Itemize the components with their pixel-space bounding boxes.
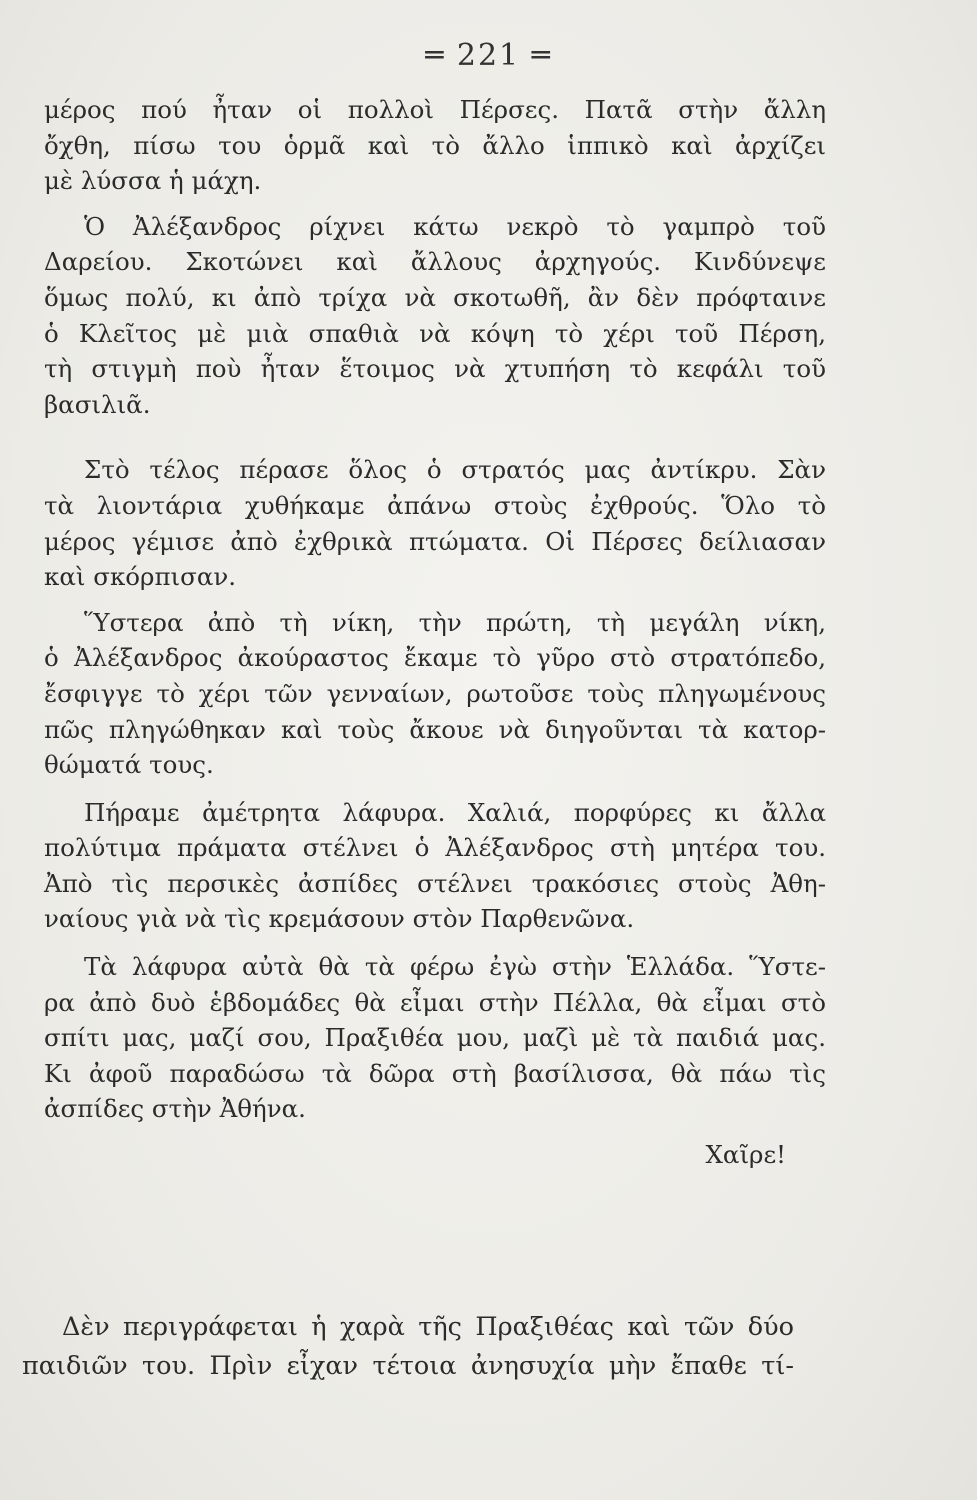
text-line: καὶ σκόρπισαν. — [44, 562, 237, 592]
paragraph-5 — [44, 795, 826, 937]
paragraph-1 — [44, 92, 826, 199]
text-line: Πήραμε ἀμέτρητα λάφυρα. Χαλιά, πορφύρες κι ἄλλα — [84, 797, 826, 827]
text-line: ἀσπίδες στὴν Ἀθήνα. — [44, 1094, 306, 1124]
text-line: Κι ἀφοῦ παραδώσω τὰ δῶρα στὴ βασίλισσα, θὰ πάω τὶς — [44, 1058, 826, 1088]
text-line: θώματά τους. — [44, 750, 214, 780]
text-line: Ὕστερα ἀπὸ τὴ νίκη, τὴν πρώτη, τὴ μεγάλη νίκη, — [84, 607, 826, 637]
text-line: Στὸ τέλος πέρασε ὅλος ὁ στρατός μας ἀντίκρυ. Σὰν — [84, 455, 826, 485]
text-line: Ὁ Ἀλέξανδρος ρίχνει κάτω νεκρὸ τὸ γαμπρὸ τοῦ — [84, 211, 826, 241]
paragraph-4 — [44, 605, 826, 783]
paragraph-3 — [44, 452, 826, 594]
paragraph-2 — [44, 209, 826, 423]
text-line: ὁ Κλεῖτος μὲ μιὰ σπαθιὰ νὰ κόψη τὸ χέρι τοῦ Πέρση, — [44, 318, 826, 348]
letter-body — [44, 92, 826, 1173]
text-line: παιδιῶν του. Πρὶν εἶχαν τέτοια ἀνησυχία μὴν ἔπαθε τί- — [22, 1351, 794, 1381]
text-line: πολύτιμα πράματα στέλνει ὁ Ἀλέξανδρος στὴ μητέρα του. — [44, 833, 826, 863]
text-line: τὰ λιοντάρια χυθήκαμε ἀπάνω στοὺς ἐχθρούς. Ὅλο τὸ — [44, 490, 826, 520]
text-line: βασιλιᾶ. — [44, 389, 151, 419]
text-line: ρα ἀπὸ δυὸ ἑβδομάδες θὰ εἶμαι στὴν Πέλλα, θὰ εἶμαι στὸ — [44, 987, 826, 1017]
text-line: Δαρείου. Σκοτώνει καὶ ἄλλους ἀρχηγούς. Κινδύνεψε — [44, 247, 826, 277]
text-line: μέρος γέμισε ἀπὸ ἐχθρικὰ πτώματα. Οἱ Πέρσες δείλιασαν — [44, 526, 826, 556]
text-line: ναίους γιὰ νὰ τὶς κρεμάσουν στὸν Παρθενῶνα. — [44, 904, 635, 934]
text-line: ὅμως πολύ, κι ἀπὸ τρίχα νὰ σκοτωθῆ, ἂν δὲν πρόφταινε — [44, 282, 826, 312]
paragraph-6 — [44, 949, 826, 1127]
text-line: ὄχθη, πίσω του ὁρμᾶ καὶ τὸ ἄλλο ἱππικὸ καὶ ἀρχίζει — [44, 130, 826, 160]
text-line: ἔσφιγγε τὸ χέρι τῶν γενναίων, ρωτοῦσε τοὺς πληγωμένους — [44, 678, 826, 708]
narrative-continuation — [22, 1308, 794, 1386]
text-line: Τὰ λάφυρα αὐτὰ θὰ τὰ φέρω ἐγὼ στὴν Ἑλλάδα. Ὕστε- — [84, 952, 826, 982]
text-line: Ἀπὸ τὶς περσικὲς ἀσπίδες στέλνει τρακόσιες στοὺς Ἀθη- — [44, 868, 826, 898]
text-line: μὲ λύσσα ἡ μάχη. — [44, 166, 262, 196]
text-line: τὴ στιγμὴ ποὺ ἦταν ἕτοιμος νὰ χτυπήση τὸ κεφάλι τοῦ — [44, 354, 826, 384]
text-line: ὁ Ἀλέξανδρος ἀκούραστος ἔκαμε τὸ γῦρο στὸ στρατόπεδο, — [44, 643, 826, 673]
text-line: σπίτι μας, μαζί σου, Πραξιθέα μου, μαζὶ μὲ τὰ παιδιά μας. — [44, 1023, 826, 1053]
page-number: ═ 221 ═ — [425, 38, 552, 73]
text-line: πῶς πληγώθηκαν καὶ τοὺς ἄκουε νὰ διηγοῦνται τὰ κατορ- — [44, 714, 826, 744]
letter-signoff: Χαῖρε! — [705, 1140, 786, 1170]
text-line: Δὲν περιγράφεται ἡ χαρὰ τῆς Πραξιθέας καὶ τῶν δύο — [62, 1312, 794, 1342]
text-line: μέρος πού ἦταν οἱ πολλοὶ Πέρσες. Πατᾶ στὴν ἄλλη — [44, 95, 826, 124]
